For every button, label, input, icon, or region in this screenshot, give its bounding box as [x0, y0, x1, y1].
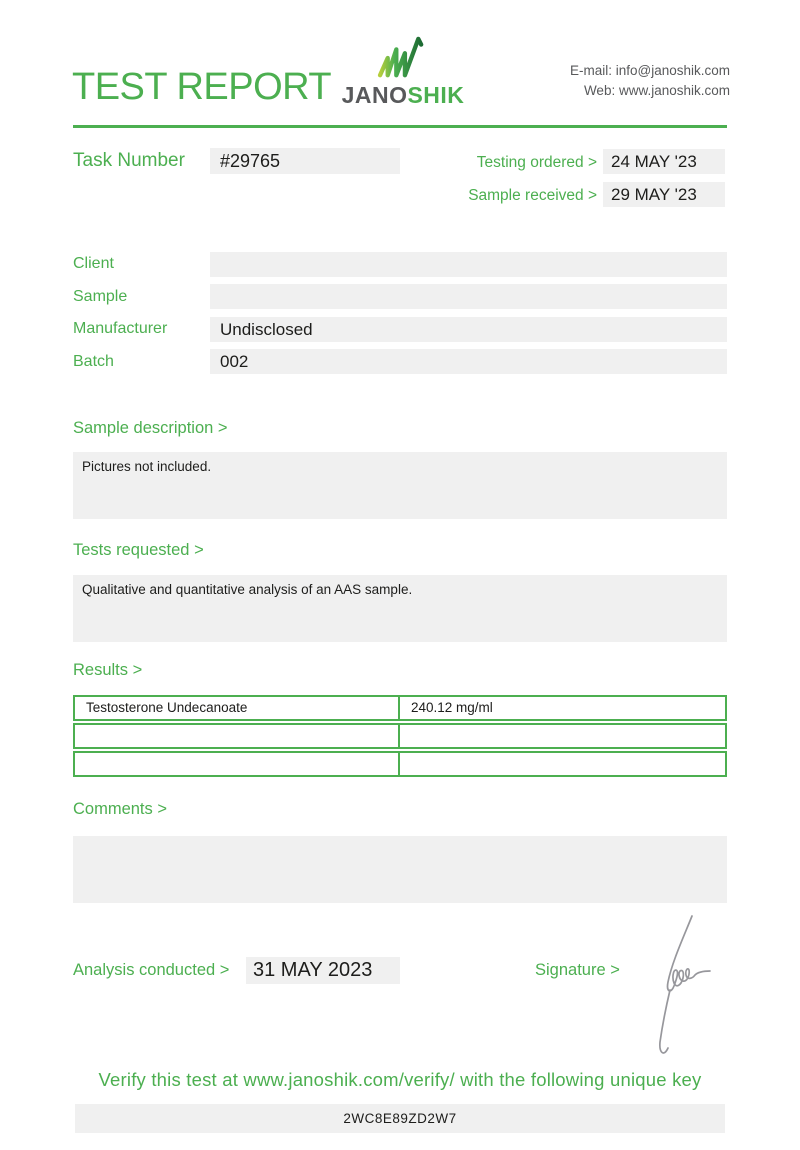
header-divider: [73, 125, 727, 128]
analysis-conducted-value: 31 MAY 2023: [246, 957, 400, 984]
sample-value: [210, 284, 727, 309]
verify-instruction: Verify this test at www.janoshik.com/verify/ with the following unique key: [98, 1069, 702, 1090]
comments-box: [73, 836, 727, 903]
result-concentration: [400, 753, 725, 775]
handwritten-signature: [638, 910, 716, 1062]
email-line: E-mail: info@janoshik.com: [569, 63, 730, 78]
results-table: [73, 695, 727, 779]
batch-label: Batch: [73, 353, 114, 370]
sample-description-label: Sample description >: [73, 419, 228, 437]
batch-value: 002: [210, 349, 727, 374]
analysis-conducted-label: Analysis conducted >: [73, 961, 230, 979]
manufacturer-value: Undisclosed: [210, 317, 727, 342]
logo-text-dark: JANO: [341, 82, 408, 108]
testing-ordered-label: Testing ordered >: [476, 154, 597, 171]
result-substance: [75, 725, 400, 747]
result-concentration: 240.12 mg/ml: [411, 700, 493, 715]
task-number-label: Task Number: [73, 150, 185, 171]
janoshik-logo: [338, 36, 468, 109]
growth-chart-icon: [374, 36, 432, 80]
testing-ordered-value: 24 MAY '23: [603, 149, 725, 174]
manufacturer-label: Manufacturer: [73, 320, 168, 337]
tests-requested-label: Tests requested >: [73, 541, 204, 559]
comments-label: Comments >: [73, 800, 167, 818]
table-row: [73, 751, 727, 777]
logo-wordmark: [338, 82, 468, 109]
signature-label: Signature >: [535, 961, 620, 979]
table-row: [73, 695, 727, 721]
table-row: [73, 723, 727, 749]
client-value: [210, 252, 727, 277]
web-line: Web: www.janoshik.com: [583, 83, 730, 98]
results-label: Results >: [73, 661, 143, 679]
sample-description-box: Pictures not included.: [73, 452, 727, 519]
logo-text-green: SHIK: [407, 82, 465, 108]
result-concentration: [400, 725, 725, 747]
sample-label: Sample: [73, 288, 128, 305]
result-substance: [75, 753, 400, 775]
client-label: Client: [73, 255, 114, 272]
sample-received-label: Sample received >: [468, 187, 597, 204]
tests-requested-box: Qualitative and quantitative analysis of an AAS sample.: [73, 575, 727, 642]
contact-info: [570, 61, 730, 101]
page-title: TEST REPORT: [72, 66, 332, 108]
task-number-value: #29765: [210, 148, 400, 174]
unique-key: 2WC8E89ZD2W7: [75, 1104, 725, 1133]
sample-received-value: 29 MAY '23: [603, 182, 725, 207]
result-substance: Testosterone Undecanoate: [75, 697, 400, 719]
